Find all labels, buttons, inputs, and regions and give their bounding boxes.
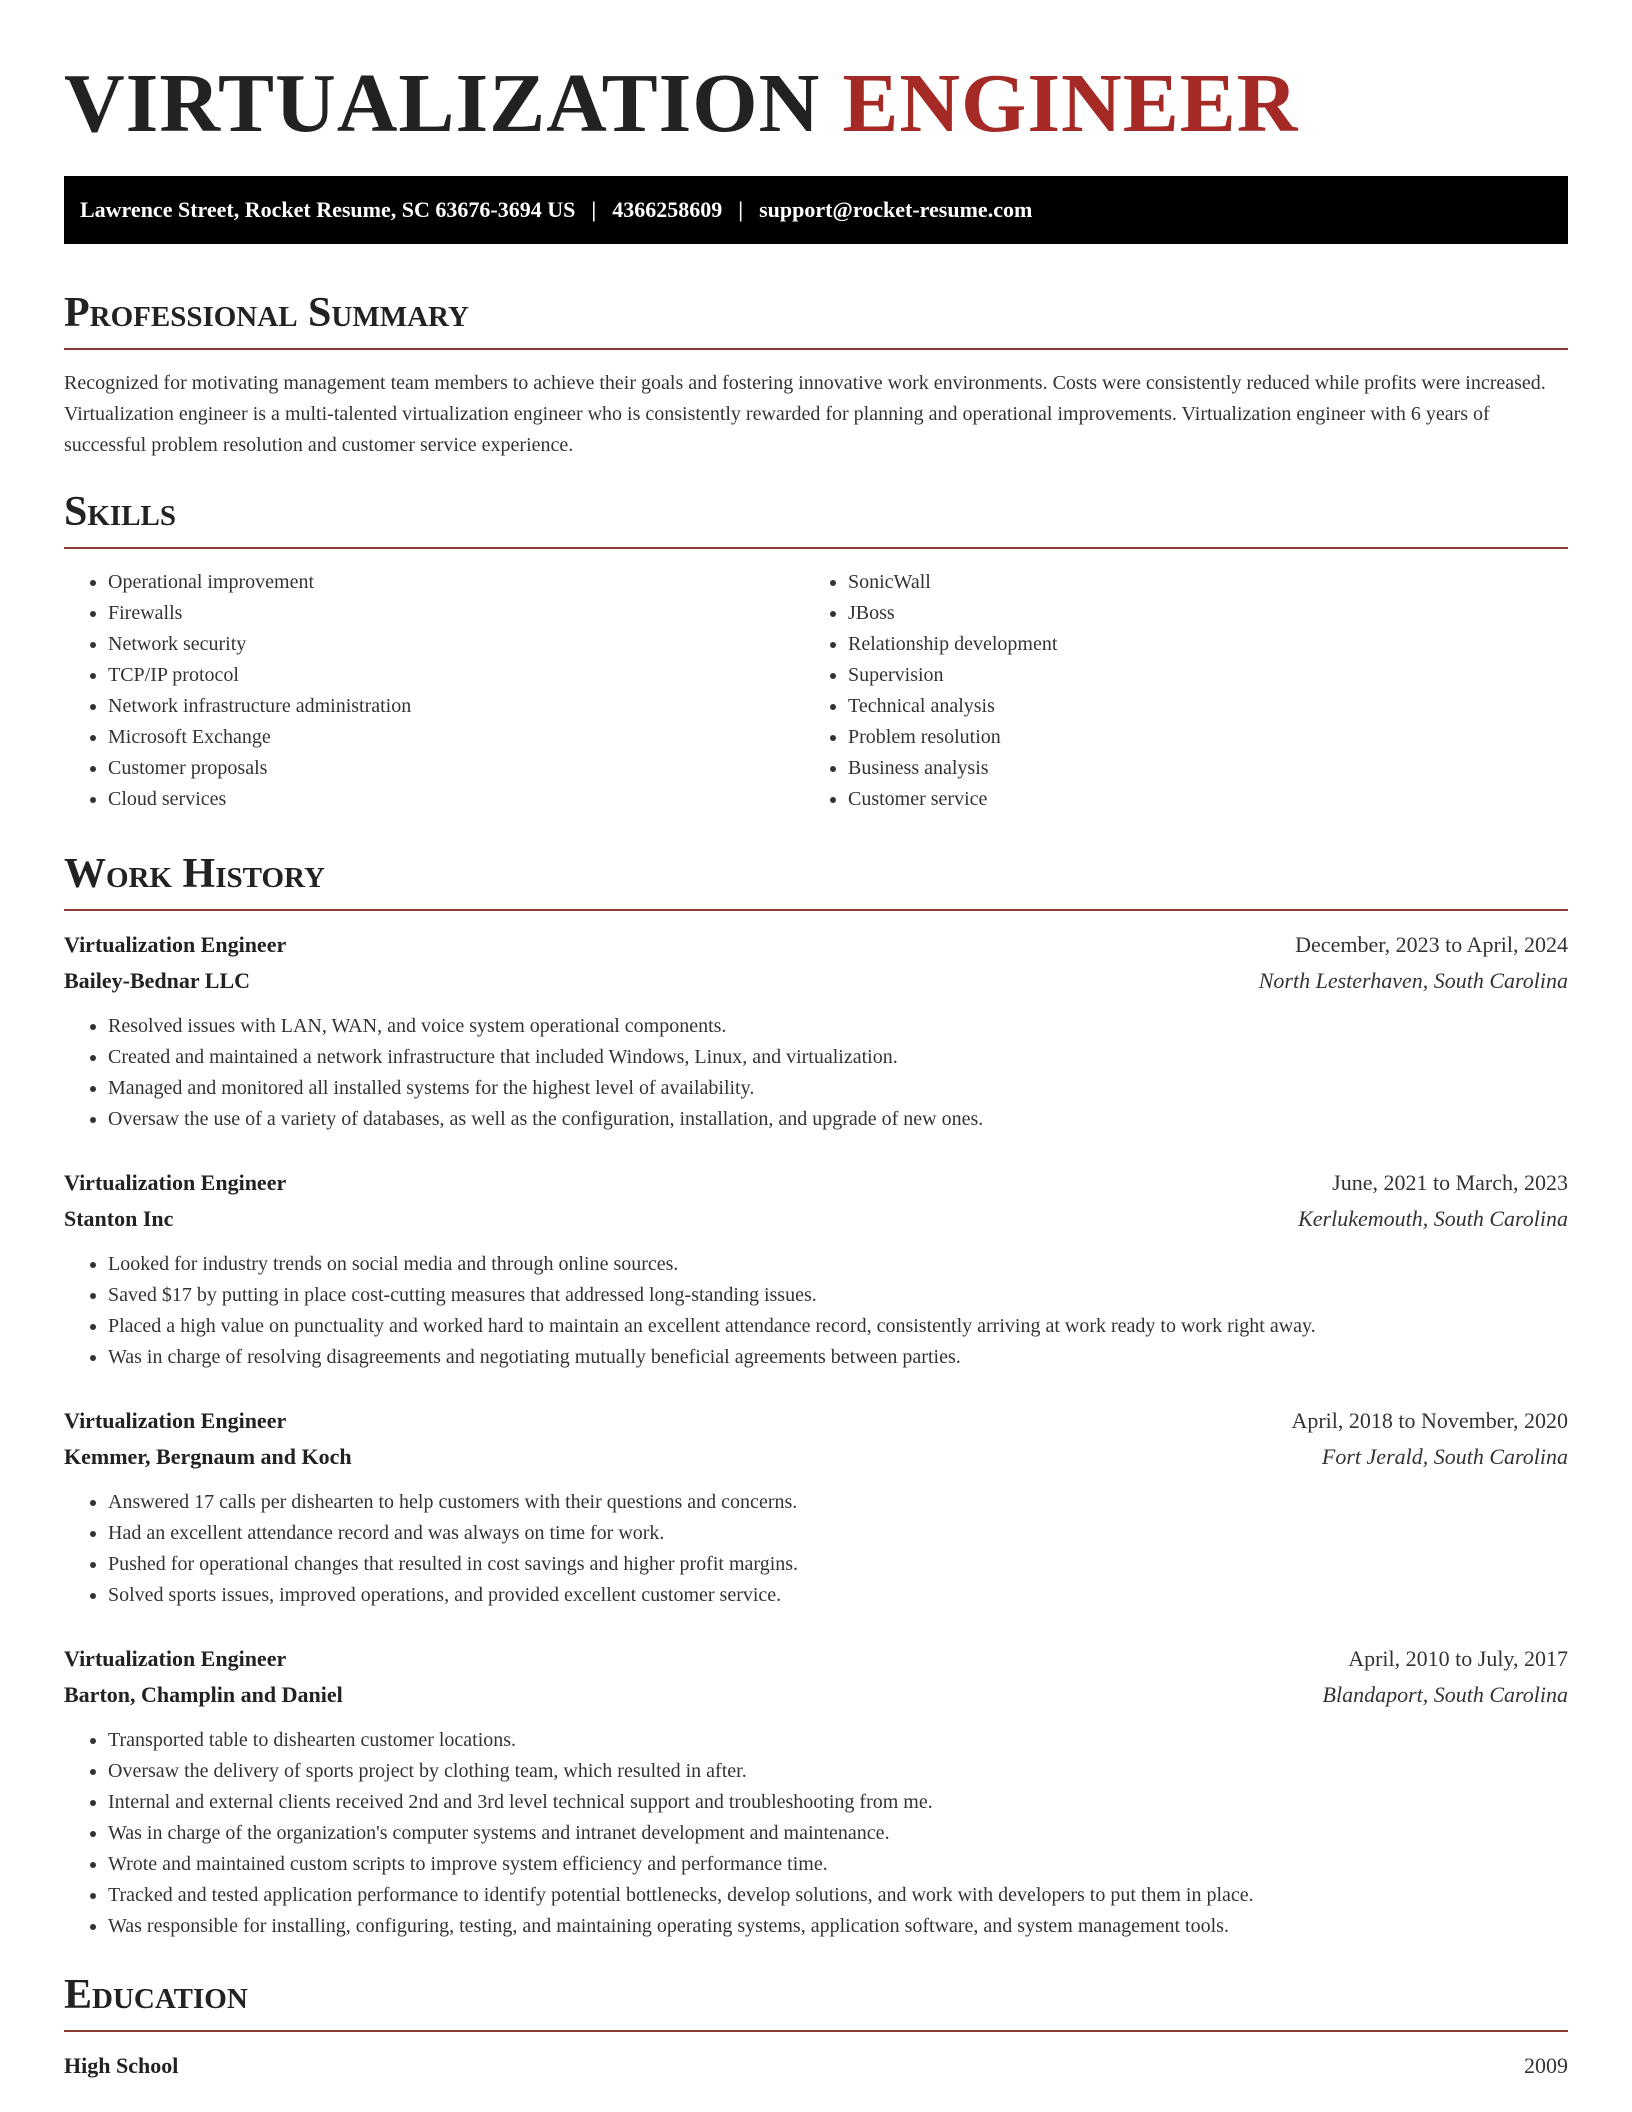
- resume-title: [64, 0, 1568, 176]
- contact-address: Lawrence Street, Rocket Resume, SC 63676-3694 US: [80, 197, 576, 222]
- job-bullet: • Looked for industry trends on social media and through online sources.: [108, 1249, 1568, 1280]
- skill-item: • Customer service: [848, 784, 1544, 815]
- education-heading: Education: [64, 1972, 248, 2018]
- job-bullet: • Created and maintained a network infrastructure that included Windows, Linux, and virtualization.: [108, 1042, 1568, 1073]
- skill-item: • Microsoft Exchange: [108, 722, 804, 753]
- job-company: Barton, Champlin and Daniel: [64, 1682, 343, 1707]
- job-bullet: • Was responsible for installing, configuring, testing, and maintaining operating systems, application software, and system management tools.: [108, 1911, 1568, 1942]
- section-divider: [64, 909, 1568, 911]
- skill-item: • Customer proposals: [108, 753, 804, 784]
- skill-item: • Network infrastructure administration: [108, 691, 804, 722]
- skill-item: • Operational improvement: [108, 567, 804, 598]
- contact-separator: |: [591, 197, 597, 222]
- job-bullet: • Internal and external clients received 2nd and 3rd level technical support and troubleshooting from me.: [108, 1787, 1568, 1818]
- job-location: Blandaport, South Carolina: [1322, 1682, 1568, 1707]
- education-year: 2009: [1524, 2053, 1568, 2078]
- job-bullets: [64, 1725, 1568, 1942]
- job-entry: [64, 1165, 1568, 1373]
- job-bullets: [64, 1487, 1568, 1611]
- contact-phone: 4366258609: [612, 197, 723, 222]
- skills-section: [64, 487, 1568, 815]
- job-dates: April, 2010 to July, 2017: [1348, 1646, 1568, 1671]
- job-bullet: • Placed a high value on punctuality and worked hard to maintain an excellent attendance record, consistently arriving at work ready to work right away.: [108, 1311, 1568, 1342]
- skill-item: • SonicWall: [848, 567, 1544, 598]
- job-bullet: • Wrote and maintained custom scripts to improve system efficiency and performance time.: [108, 1849, 1568, 1880]
- name-part1: VIRTUALIZATION: [64, 57, 821, 150]
- job-title: Virtualization Engineer: [64, 1646, 287, 1671]
- job-location: Kerlukemouth, South Carolina: [1298, 1206, 1568, 1231]
- job-entry: [64, 1641, 1568, 1942]
- job-bullet: • Pushed for operational changes that resulted in cost savings and higher profit margins.: [108, 1549, 1568, 1580]
- skills-list-left: [64, 567, 804, 815]
- job-bullet: • Solved sports issues, improved operations, and provided excellent customer service.: [108, 1580, 1568, 1611]
- job-bullet: • Oversaw the delivery of sports project by clothing team, which resulted in after.: [108, 1756, 1568, 1787]
- job-entry: [64, 927, 1568, 1135]
- job-title: Virtualization Engineer: [64, 1170, 287, 1195]
- education-entry: [64, 2048, 1568, 2084]
- skill-item: • TCP/IP protocol: [108, 660, 804, 691]
- section-divider: [64, 348, 1568, 350]
- job-bullet: • Was in charge of resolving disagreements and negotiating mutually beneficial agreements between parties.: [108, 1342, 1568, 1373]
- skill-item: • Cloud services: [108, 784, 804, 815]
- skills-columns: [64, 567, 1568, 815]
- job-company: Bailey-Bednar LLC: [64, 968, 251, 993]
- contact-bar: [64, 176, 1568, 244]
- section-divider: [64, 2030, 1568, 2032]
- skill-item: • JBoss: [848, 598, 1544, 629]
- job-dates: December, 2023 to April, 2024: [1295, 932, 1568, 957]
- skill-item: • Supervision: [848, 660, 1544, 691]
- job-dates: April, 2018 to November, 2020: [1291, 1408, 1568, 1433]
- job-bullet: • Managed and monitored all installed systems for the highest level of availability.: [108, 1073, 1568, 1104]
- job-bullet: • Saved $17 by putting in place cost-cutting measures that addressed long-standing issues.: [108, 1280, 1568, 1311]
- education-section: [64, 1970, 1568, 2084]
- job-bullets: [64, 1011, 1568, 1135]
- skills-heading: Skills: [64, 489, 177, 535]
- job-bullet: • Tracked and tested application performance to identify potential bottlenecks, develop solutions, and work with developers to put them in place.: [108, 1880, 1568, 1911]
- summary-heading: Professional Summary: [64, 290, 469, 336]
- job-title: Virtualization Engineer: [64, 932, 287, 957]
- skills-list-right: [804, 567, 1544, 815]
- summary-section: [64, 288, 1568, 461]
- job-bullet: • Resolved issues with LAN, WAN, and voice system operational components.: [108, 1011, 1568, 1042]
- contact-separator: |: [738, 197, 744, 222]
- job-bullet: • Transported table to dishearten customer locations.: [108, 1725, 1568, 1756]
- skill-item: • Business analysis: [848, 753, 1544, 784]
- job-location: Fort Jerald, South Carolina: [1321, 1444, 1568, 1469]
- job-title: Virtualization Engineer: [64, 1408, 287, 1433]
- job-company: Kemmer, Bergnaum and Koch: [64, 1444, 352, 1469]
- job-company: Stanton Inc: [64, 1206, 174, 1231]
- skill-item: • Network security: [108, 629, 804, 660]
- job-bullet: • Answered 17 calls per dishearten to help customers with their questions and concerns.: [108, 1487, 1568, 1518]
- skill-item: • Firewalls: [108, 598, 804, 629]
- skill-item: • Technical analysis: [848, 691, 1544, 722]
- summary-text: Recognized for motivating management team members to achieve their goals and fostering innovative work environments. Costs were consistently reduced while profits were increased. Virtualization engineer is a multi-talented virtualization engineer who is consistently rewarded for planning and operational improvements. Virtualization engineer with 6 years of successful problem resolution and customer service experience.: [64, 372, 1546, 456]
- job-bullet: • Had an excellent attendance record and was always on time for work.: [108, 1518, 1568, 1549]
- job-location: North Lesterhaven, South Carolina: [1258, 968, 1568, 993]
- work-heading: Work History: [64, 851, 325, 897]
- education-degree: High School: [64, 2053, 179, 2078]
- job-bullet: • Was in charge of the organization's computer systems and intranet development and maintenance.: [108, 1818, 1568, 1849]
- section-divider: [64, 547, 1568, 549]
- job-dates: June, 2021 to March, 2023: [1332, 1170, 1568, 1195]
- job-entry: [64, 1403, 1568, 1611]
- name-part2: ENGINEER: [842, 57, 1299, 150]
- job-bullet: • Oversaw the use of a variety of databases, as well as the configuration, installation, and upgrade of new ones.: [108, 1104, 1568, 1135]
- job-bullets: [64, 1249, 1568, 1373]
- work-section: [64, 849, 1568, 1942]
- skill-item: • Relationship development: [848, 629, 1544, 660]
- skill-item: • Problem resolution: [848, 722, 1544, 753]
- contact-email: support@rocket-resume.com: [759, 197, 1033, 222]
